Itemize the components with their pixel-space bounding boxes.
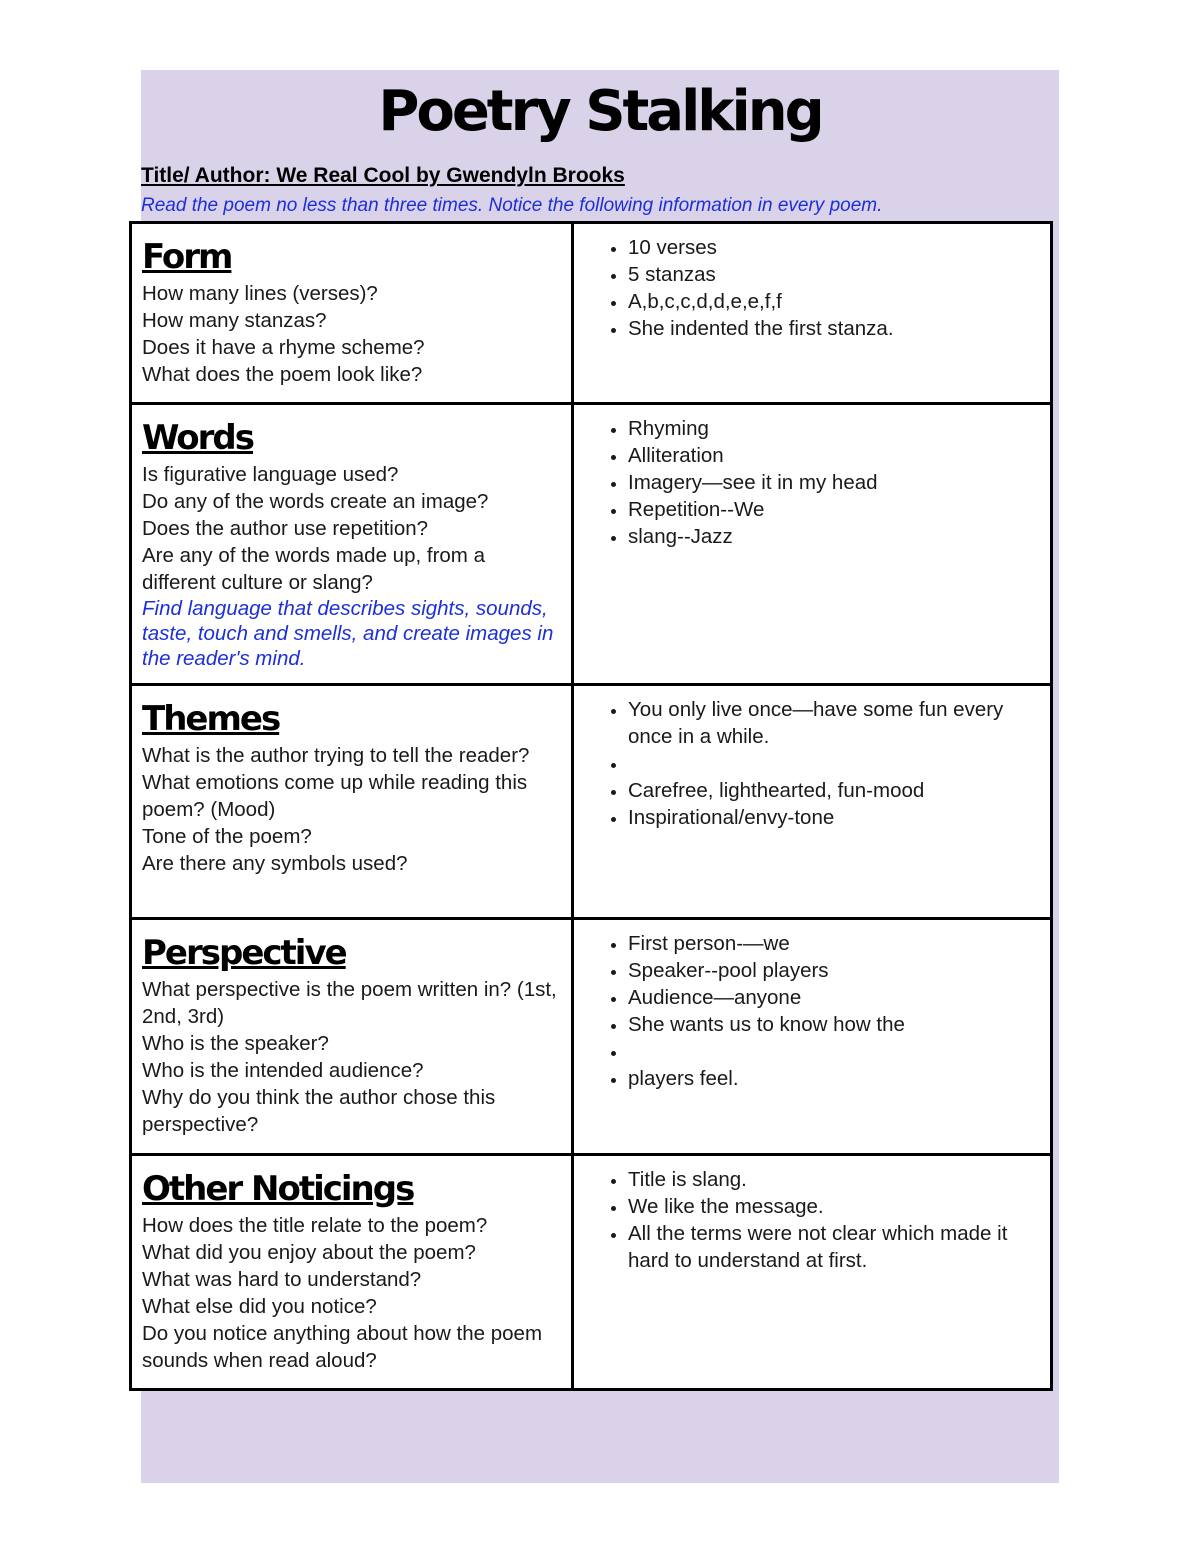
section-heading: Words [142, 418, 253, 458]
section-heading: Other Noticings [142, 1169, 414, 1209]
question: Do you notice anything about how the poem sounds when read aloud? [142, 1322, 543, 1372]
instructions: Read the poem no less than three times. Notice the following information in every poem. [141, 195, 883, 216]
words-prompts [131, 404, 573, 685]
question: What does the poem look like? [142, 363, 423, 386]
question: Tone of the poem? [142, 825, 312, 848]
question: Why do you think the author chose this perspective? [142, 1086, 496, 1136]
note-item: • Audience—anyone [628, 984, 1040, 1011]
notes-list [584, 696, 1040, 831]
note-item: • Title is slang. [628, 1166, 1040, 1193]
note-item: • You only live once—have some fun every once in a while. [628, 696, 1040, 750]
page-title: Poetry Stalking [378, 79, 822, 144]
question: What emotions come up while reading this poem? (Mood) [142, 771, 528, 821]
note-item [628, 1038, 1040, 1065]
section-row-other-noticings [131, 1155, 1052, 1390]
note-item: • slang--Jazz [628, 523, 1040, 550]
note-item: • A,b,c,c,d,d,e,e,f,f [628, 288, 1040, 315]
question: Who is the speaker? [142, 1032, 329, 1055]
question: Do any of the words create an image? [142, 490, 489, 513]
note-item: • She indented the first stanza. [628, 315, 1040, 342]
question: What perspective is the poem written in? (1st, 2nd, 3rd) [142, 978, 557, 1028]
perspective-prompts [131, 919, 573, 1155]
hint-text: Find language that describes sights, sounds, taste, touch and smells, and create images in the reader's mind. [142, 597, 554, 670]
note-item: • 5 stanzas [628, 261, 1040, 288]
question: Is figurative language used? [142, 463, 399, 486]
note-item: • Alliteration [628, 442, 1040, 469]
note-item: • Speaker--pool players [628, 957, 1040, 984]
note-item: • First person-—we [628, 930, 1040, 957]
title-author-line: Title/ Author: We Real Cool by Gwendyln Brooks [141, 164, 625, 187]
question: Does it have a rhyme scheme? [142, 336, 425, 359]
note-item: • Imagery—see it in my head [628, 469, 1040, 496]
question: Are there any symbols used? [142, 852, 408, 875]
question: What was hard to understand? [142, 1268, 422, 1291]
form-notes [573, 223, 1052, 404]
question: How does the title relate to the poem? [142, 1214, 488, 1237]
question: Who is the intended audience? [142, 1059, 424, 1082]
other-noticings-notes [573, 1155, 1052, 1390]
section-row-words [131, 404, 1052, 685]
section-row-form [131, 223, 1052, 404]
question: How many lines (verses)? [142, 282, 378, 305]
note-item: • She wants us to know how the [628, 1011, 1040, 1038]
words-notes [573, 404, 1052, 685]
notes-list [584, 234, 1040, 342]
section-row-perspective [131, 919, 1052, 1155]
themes-notes [573, 685, 1052, 919]
question: How many stanzas? [142, 309, 327, 332]
note-item: • We like the message. [628, 1193, 1040, 1220]
notes-list [584, 930, 1040, 1092]
question: What else did you notice? [142, 1295, 377, 1318]
themes-prompts [131, 685, 573, 919]
question: What did you enjoy about the poem? [142, 1241, 476, 1264]
other-noticings-prompts [131, 1155, 573, 1390]
question: What is the author trying to tell the reader? [142, 744, 530, 767]
note-item: • Rhyming [628, 415, 1040, 442]
notes-list [584, 1166, 1040, 1274]
question: Does the author use repetition? [142, 517, 429, 540]
section-row-themes [131, 685, 1052, 919]
note-item: • players feel. [628, 1065, 1040, 1092]
notes-list [584, 415, 1040, 550]
note-item: • All the terms were not clear which made it hard to understand at first. [628, 1220, 1040, 1274]
note-item [628, 750, 1040, 777]
note-item: • Repetition--We [628, 496, 1040, 523]
stalking-table [129, 221, 1053, 1391]
section-heading: Perspective [142, 933, 346, 973]
note-item: • Carefree, lighthearted, fun-mood [628, 777, 1040, 804]
note-item: • Inspirational/envy-tone [628, 804, 1040, 831]
section-heading: Themes [142, 699, 280, 739]
form-prompts [131, 223, 573, 404]
question: Are any of the words made up, from a different culture or slang? [142, 544, 485, 594]
perspective-notes [573, 919, 1052, 1155]
note-item: • 10 verses [628, 234, 1040, 261]
section-heading: Form [142, 237, 232, 277]
